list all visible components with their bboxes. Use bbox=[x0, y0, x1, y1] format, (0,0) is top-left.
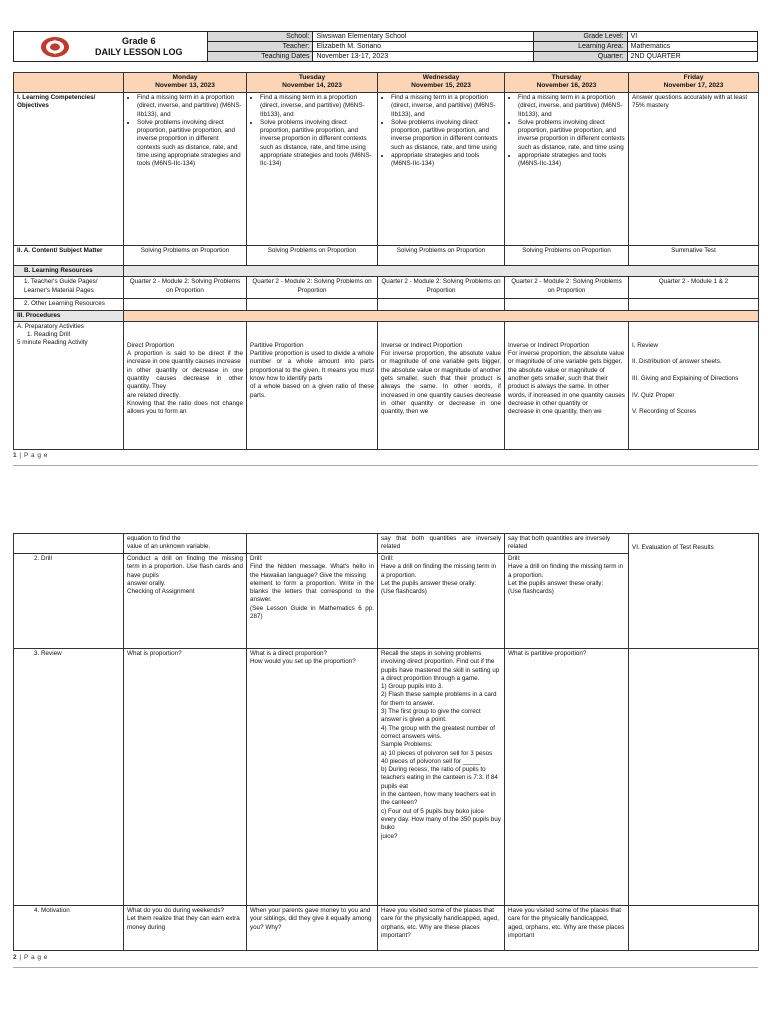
procedures-header-row bbox=[14, 310, 759, 321]
header-block bbox=[13, 31, 758, 62]
learning-area-label: Learning Area: bbox=[533, 42, 628, 51]
review-thursday: What is partitive proportion? bbox=[505, 649, 629, 906]
school-label: School: bbox=[208, 32, 313, 41]
motivation-tuesday: When your parents gave money to you and your siblings, did they give it equally among you? Why? bbox=[247, 906, 378, 951]
grade-level-label: Grade Level: bbox=[533, 32, 628, 41]
tg-monday: Quarter 2 - Module 2: Solving Problems on Proportion bbox=[124, 277, 247, 299]
procedures-label: III. Procedures bbox=[14, 310, 124, 321]
learning-area-value: Mathematics bbox=[630, 43, 671, 50]
tg-wednesday: Quarter 2 - Module 2: Solving Problems on Proportion bbox=[378, 277, 505, 299]
resources-label: B. Learning Resources bbox=[14, 266, 124, 277]
header-title-cell bbox=[14, 32, 208, 61]
tg-row bbox=[14, 277, 759, 299]
motivation-label: 4. Motivation bbox=[14, 906, 124, 951]
day-header-thursday: Thursday November 16, 2023 bbox=[505, 73, 629, 93]
review-row bbox=[14, 649, 759, 906]
continuation-monday: equation to find the value of an unknown variable. bbox=[124, 534, 247, 554]
reading-thursday: Inverse or Indirect Proportion For inverse proportion, the absolute value or magnitude of one variable gets bigger, the absolute value or magnitude of another gets smaller, such that their product is always the same. In other words, if increased in one quantity causes decrease in other quantity or decrease in one quantity, then we bbox=[505, 321, 629, 449]
objectives-monday: • Find a missing term in a proportion (direct, inverse, and partitive) (M6NS-IIb133), and • Solve problems involving direct proportion, partitive proportion, and inverse proportion in different contexts such as distance, rate, and time using appropriate strategies and tools (M6NS-IIc-134) bbox=[124, 93, 247, 246]
footer-rule-1 bbox=[13, 465, 758, 466]
content-row bbox=[14, 246, 759, 266]
continuation-friday: VI. Evaluation of Test Results bbox=[629, 534, 759, 649]
reading-drill-row bbox=[14, 321, 759, 449]
review-wednesday: Recall the steps in solving problems involving direct proportion. Find out if the pupils have mastered the skill in setting up a direct proportion through a game. 1) Group pupils into 3. 2) Flash these sample problems in a card for them to answer. 3) The first group to give the correct answer is given a point. 4) The group with the greatest number of correct answers wins. Sample Problems: a) 10 pieces of polvoron sell for 3 pesos 40 pieces of polvoron sell for _____ b) During recess, the ratio of pupils to teachers eating in the canteen is 7:3. If 84 pupils eat in the canteen, how many teachers eat in the canteen? c) Four out of 5 pupils buy buko juice every day. How many of the 350 pupils buy buko juice? bbox=[378, 649, 505, 906]
dates-label: Teaching Dates bbox=[208, 52, 313, 61]
reading-drill-label: A. Preparatory Activities 1. Reading Drill 5 minute Reading Activity bbox=[14, 321, 124, 449]
day-header-row bbox=[14, 73, 759, 93]
page-2 bbox=[0, 520, 768, 1024]
day-header-monday: Monday November 13, 2023 bbox=[124, 73, 247, 93]
continuation-row bbox=[14, 534, 759, 554]
motivation-row bbox=[14, 906, 759, 951]
school-value: Siwsiwan Elementary School bbox=[316, 33, 407, 40]
quarter-value: 2ND QUARTER bbox=[630, 53, 681, 60]
day-header-wednesday: Wednesday November 15, 2023 bbox=[378, 73, 505, 93]
objectives-wednesday: • Find a missing term in a proportion (direct, inverse, and partitive) (M6NS-IIb133), and • Solve problems involving direct proportion, partitive proportion, and inverse proportion in different contexts such as distance, rate, and time using • appropriate strategies and tools (M6NS-IIc-134) bbox=[378, 93, 505, 246]
review-label: 3. Review bbox=[14, 649, 124, 906]
dates-value: November 13-17, 2023 bbox=[316, 53, 389, 60]
grade-level-value: VI bbox=[630, 33, 638, 40]
header-info-right bbox=[533, 32, 757, 61]
other-resources-label: 2. Other Learning Resources bbox=[14, 299, 124, 310]
tg-friday: Quarter 2 - Module 1 & 2 bbox=[629, 277, 759, 299]
review-tuesday: What is a direct proportion? How would you set up the proportion? bbox=[247, 649, 378, 906]
lesson-log-table-p2 bbox=[13, 533, 759, 951]
resources-header-row bbox=[14, 266, 759, 277]
day-header-friday: Friday November 17, 2023 bbox=[629, 73, 759, 93]
motivation-wednesday: Have you visited some of the places that care for the physically handicapped, aged, orphans, etc. Why are these places important? bbox=[378, 906, 505, 951]
content-friday: Summative Test bbox=[629, 246, 759, 266]
reading-tuesday: Partitive Proportion Partitive proportion is used to divide a whole number or a whole amount into parts proportional to the given. It means you must know how to identify parts of a whole based on a given ratio of these parts. bbox=[247, 321, 378, 449]
page-1 bbox=[0, 0, 768, 470]
reading-wednesday: Inverse or Indirect Proportion For inverse proportion, the absolute value or magnitude of one variable gets bigger, the absolute value or magnitude of another gets smaller, such that their product is always the same. In other words, if increased in one quantity causes decrease in other quantity or decrease in one quantity, then we bbox=[378, 321, 505, 449]
log-title: DAILY LESSON LOG bbox=[94, 46, 183, 57]
resources-spacer bbox=[124, 266, 759, 277]
header-info-left bbox=[208, 32, 532, 61]
grade-heading: Grade 6 bbox=[121, 35, 156, 46]
content-monday: Solving Problems on Proportion bbox=[124, 246, 247, 266]
page-footer-2: 2 | P a g e bbox=[13, 954, 48, 961]
tg-label: 1. Teacher's Guide Pages/ Learner's Material Pages bbox=[14, 277, 124, 299]
page-footer-1: 1 | P a g e bbox=[13, 452, 48, 459]
objectives-row bbox=[14, 93, 759, 246]
reading-friday: I. Review II. Distribution of answer sheets. III. Giving and Explaining of Directions IV. Quiz Proper V. Recording of Scores bbox=[629, 321, 759, 449]
reading-monday: Direct Proportion A proportion is said to be direct if the increase in one quantity causes increase in other quantity or decrease in one quantity causes decrease in other quantity. They are related directly. Knowing that the ratio does not change allows you to form an bbox=[124, 321, 247, 449]
tg-thursday: Quarter 2 - Module 2: Solving Problems on Proportion bbox=[505, 277, 629, 299]
drill-thursday: Drill: Have a drill on finding the missing term in a proportion. Let the pupils answer these orally: (Use flashcards) bbox=[505, 554, 629, 649]
content-thursday: Solving Problems on Proportion bbox=[505, 246, 629, 266]
continuation-thursday: say that both quantities are inversely related bbox=[505, 534, 629, 554]
teacher-label: Teacher: bbox=[208, 42, 313, 51]
corner-cell bbox=[14, 73, 124, 93]
drill-monday: Conduct a drill on finding the missing term in a proportion. Use flash cards and have pupils answer orally. Checking of Assignment bbox=[124, 554, 247, 649]
motivation-monday: What do you do during weekends? Let them realize that they can earn extra money during bbox=[124, 906, 247, 951]
continuation-wednesday: say that both quantities are inversely related bbox=[378, 534, 505, 554]
tg-tuesday: Quarter 2 - Module 2: Solving Problems on Proportion bbox=[247, 277, 378, 299]
review-monday: What is proportion? bbox=[124, 649, 247, 906]
objectives-friday: Answer questions accurately with at least 75% mastery bbox=[629, 93, 759, 246]
content-label: II. A. Content/ Subject Matter bbox=[14, 246, 124, 266]
drill-wednesday: Drill: Have a drill on finding the missing term in a proportion. Let the pupils answer these orally: (Use flashcards) bbox=[378, 554, 505, 649]
other-resources-row bbox=[14, 299, 759, 310]
motivation-thursday: Have you visited some of the places that care for the physically handicapped, aged, orphans, etc. Why are these places important bbox=[505, 906, 629, 951]
objectives-label: I. Learning Competencies/ Objectives bbox=[14, 93, 124, 246]
content-tuesday: Solving Problems on Proportion bbox=[247, 246, 378, 266]
lesson-log-table-p1 bbox=[13, 72, 759, 450]
header-title bbox=[70, 36, 207, 58]
quarter-label: Quarter: bbox=[533, 52, 628, 61]
deped-logo-icon bbox=[40, 36, 70, 58]
teacher-value: Elizabeth M. Soriano bbox=[316, 43, 382, 50]
objectives-thursday: • Find a missing term in a proportion (direct, inverse, and partitive) (M6NS-IIb133), and • Solve problems involving direct proportion, partitive proportion, and inverse proportion in different contexts such as distance, rate, and time using • appropriate strategies and tools (M6NS-IIc-134) bbox=[505, 93, 629, 246]
procedures-spacer bbox=[124, 310, 759, 321]
drill-label: 2. Drill bbox=[14, 554, 124, 649]
day-header-tuesday: Tuesday November 14, 2023 bbox=[247, 73, 378, 93]
content-wednesday: Solving Problems on Proportion bbox=[378, 246, 505, 266]
drill-tuesday: Drill: Find the hidden message. What's hello in the Hawaiian language? Give the missing element to form a proportion. Write in the blanks the letters that correspond to the answer. (See Lesson Guide in Mathematics 6 pp. 287) bbox=[247, 554, 378, 649]
objectives-tuesday: • Find a missing term in a proportion (direct, inverse, and partitive) (M6NS-IIb133), and • Solve problems involving direct proportion, partitive proportion, and inverse proportion in different contexts such as distance, rate, and time using appropriate strategies and tools (M6NS-IIc-134) bbox=[247, 93, 378, 246]
footer-rule-2 bbox=[13, 967, 758, 968]
